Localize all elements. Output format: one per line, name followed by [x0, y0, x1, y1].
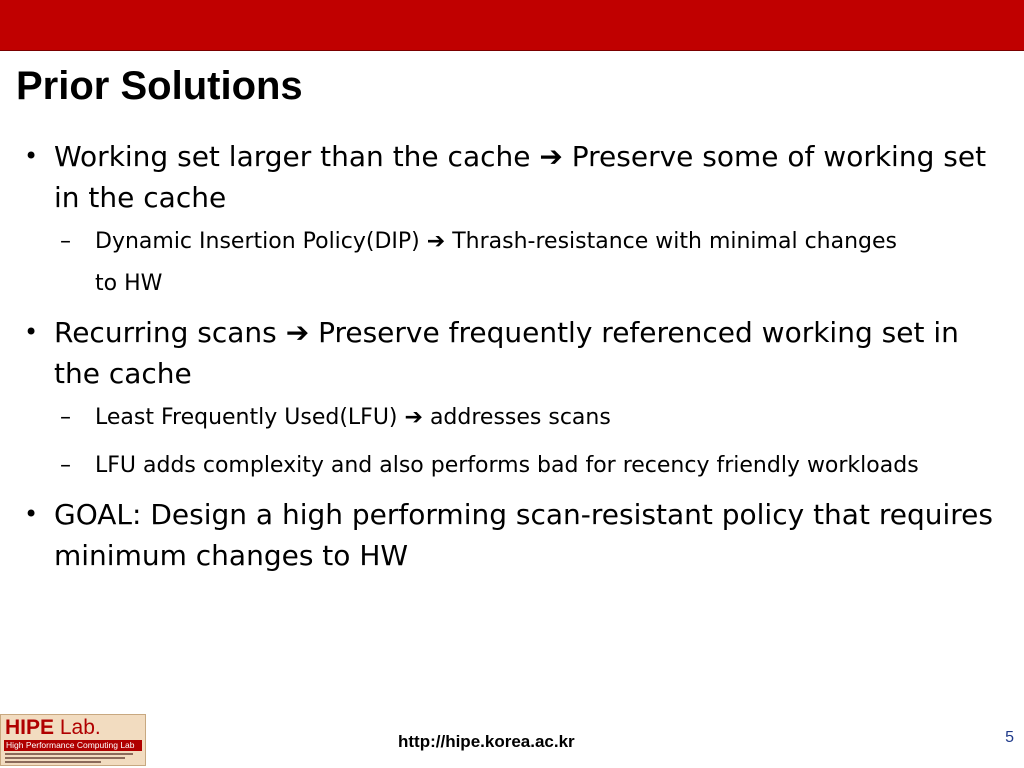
right-arrow-icon: ➔ — [539, 140, 563, 173]
dash-marker: – — [60, 453, 71, 478]
bullet-text: Preserve some of working set in the cache — [54, 140, 987, 214]
bullet-item — [0, 312, 1024, 394]
hipe-lab-logo — [0, 714, 146, 766]
sub-bullet-item — [0, 445, 1024, 487]
logo-wordmark: HIPE Lab. — [5, 716, 101, 739]
header-bar — [0, 0, 1024, 51]
right-arrow-icon: ➔ — [404, 405, 423, 430]
slide-title: Prior Solutions — [16, 64, 303, 108]
bullet-marker: • — [24, 500, 39, 528]
dash-marker: – — [60, 405, 71, 430]
footer-url: http://hipe.korea.ac.kr — [398, 732, 575, 751]
bullet-marker: • — [24, 318, 39, 346]
slide-body — [0, 136, 1024, 576]
page-number: 5 — [1005, 729, 1014, 746]
sub-bullet-item — [0, 221, 1024, 305]
sub-bullet-text: addresses scans — [429, 405, 611, 430]
bullet-text: GOAL: Design a high performing scan-resistant policy that requires minimum changes to HW — [54, 498, 993, 572]
sub-bullet-text: Dynamic Insertion Policy(DIP) — [95, 229, 420, 254]
logo-subtitle: High Performance Computing Lab — [4, 740, 142, 751]
bullet-item — [0, 494, 1024, 576]
right-arrow-icon: ➔ — [285, 316, 310, 349]
logo-fine-print — [5, 753, 135, 765]
sub-bullet-item — [0, 397, 1024, 439]
sub-bullet-text: Thrash-resistance with minimal changes to HW — [95, 229, 897, 296]
bullet-text: Preserve frequently referenced working set in the cache — [54, 316, 959, 390]
bullet-item — [0, 136, 1024, 218]
bullet-marker: • — [24, 142, 39, 170]
bullet-text: Recurring scans — [54, 316, 277, 349]
bullet-text: Working set larger than the cache — [54, 140, 531, 173]
sub-bullet-text: Least Frequently Used(LFU) — [95, 405, 398, 430]
dash-marker: – — [60, 229, 71, 254]
sub-bullet-text: LFU adds complexity and also performs bad for recency friendly workloads — [95, 453, 919, 478]
right-arrow-icon: ➔ — [426, 229, 446, 254]
